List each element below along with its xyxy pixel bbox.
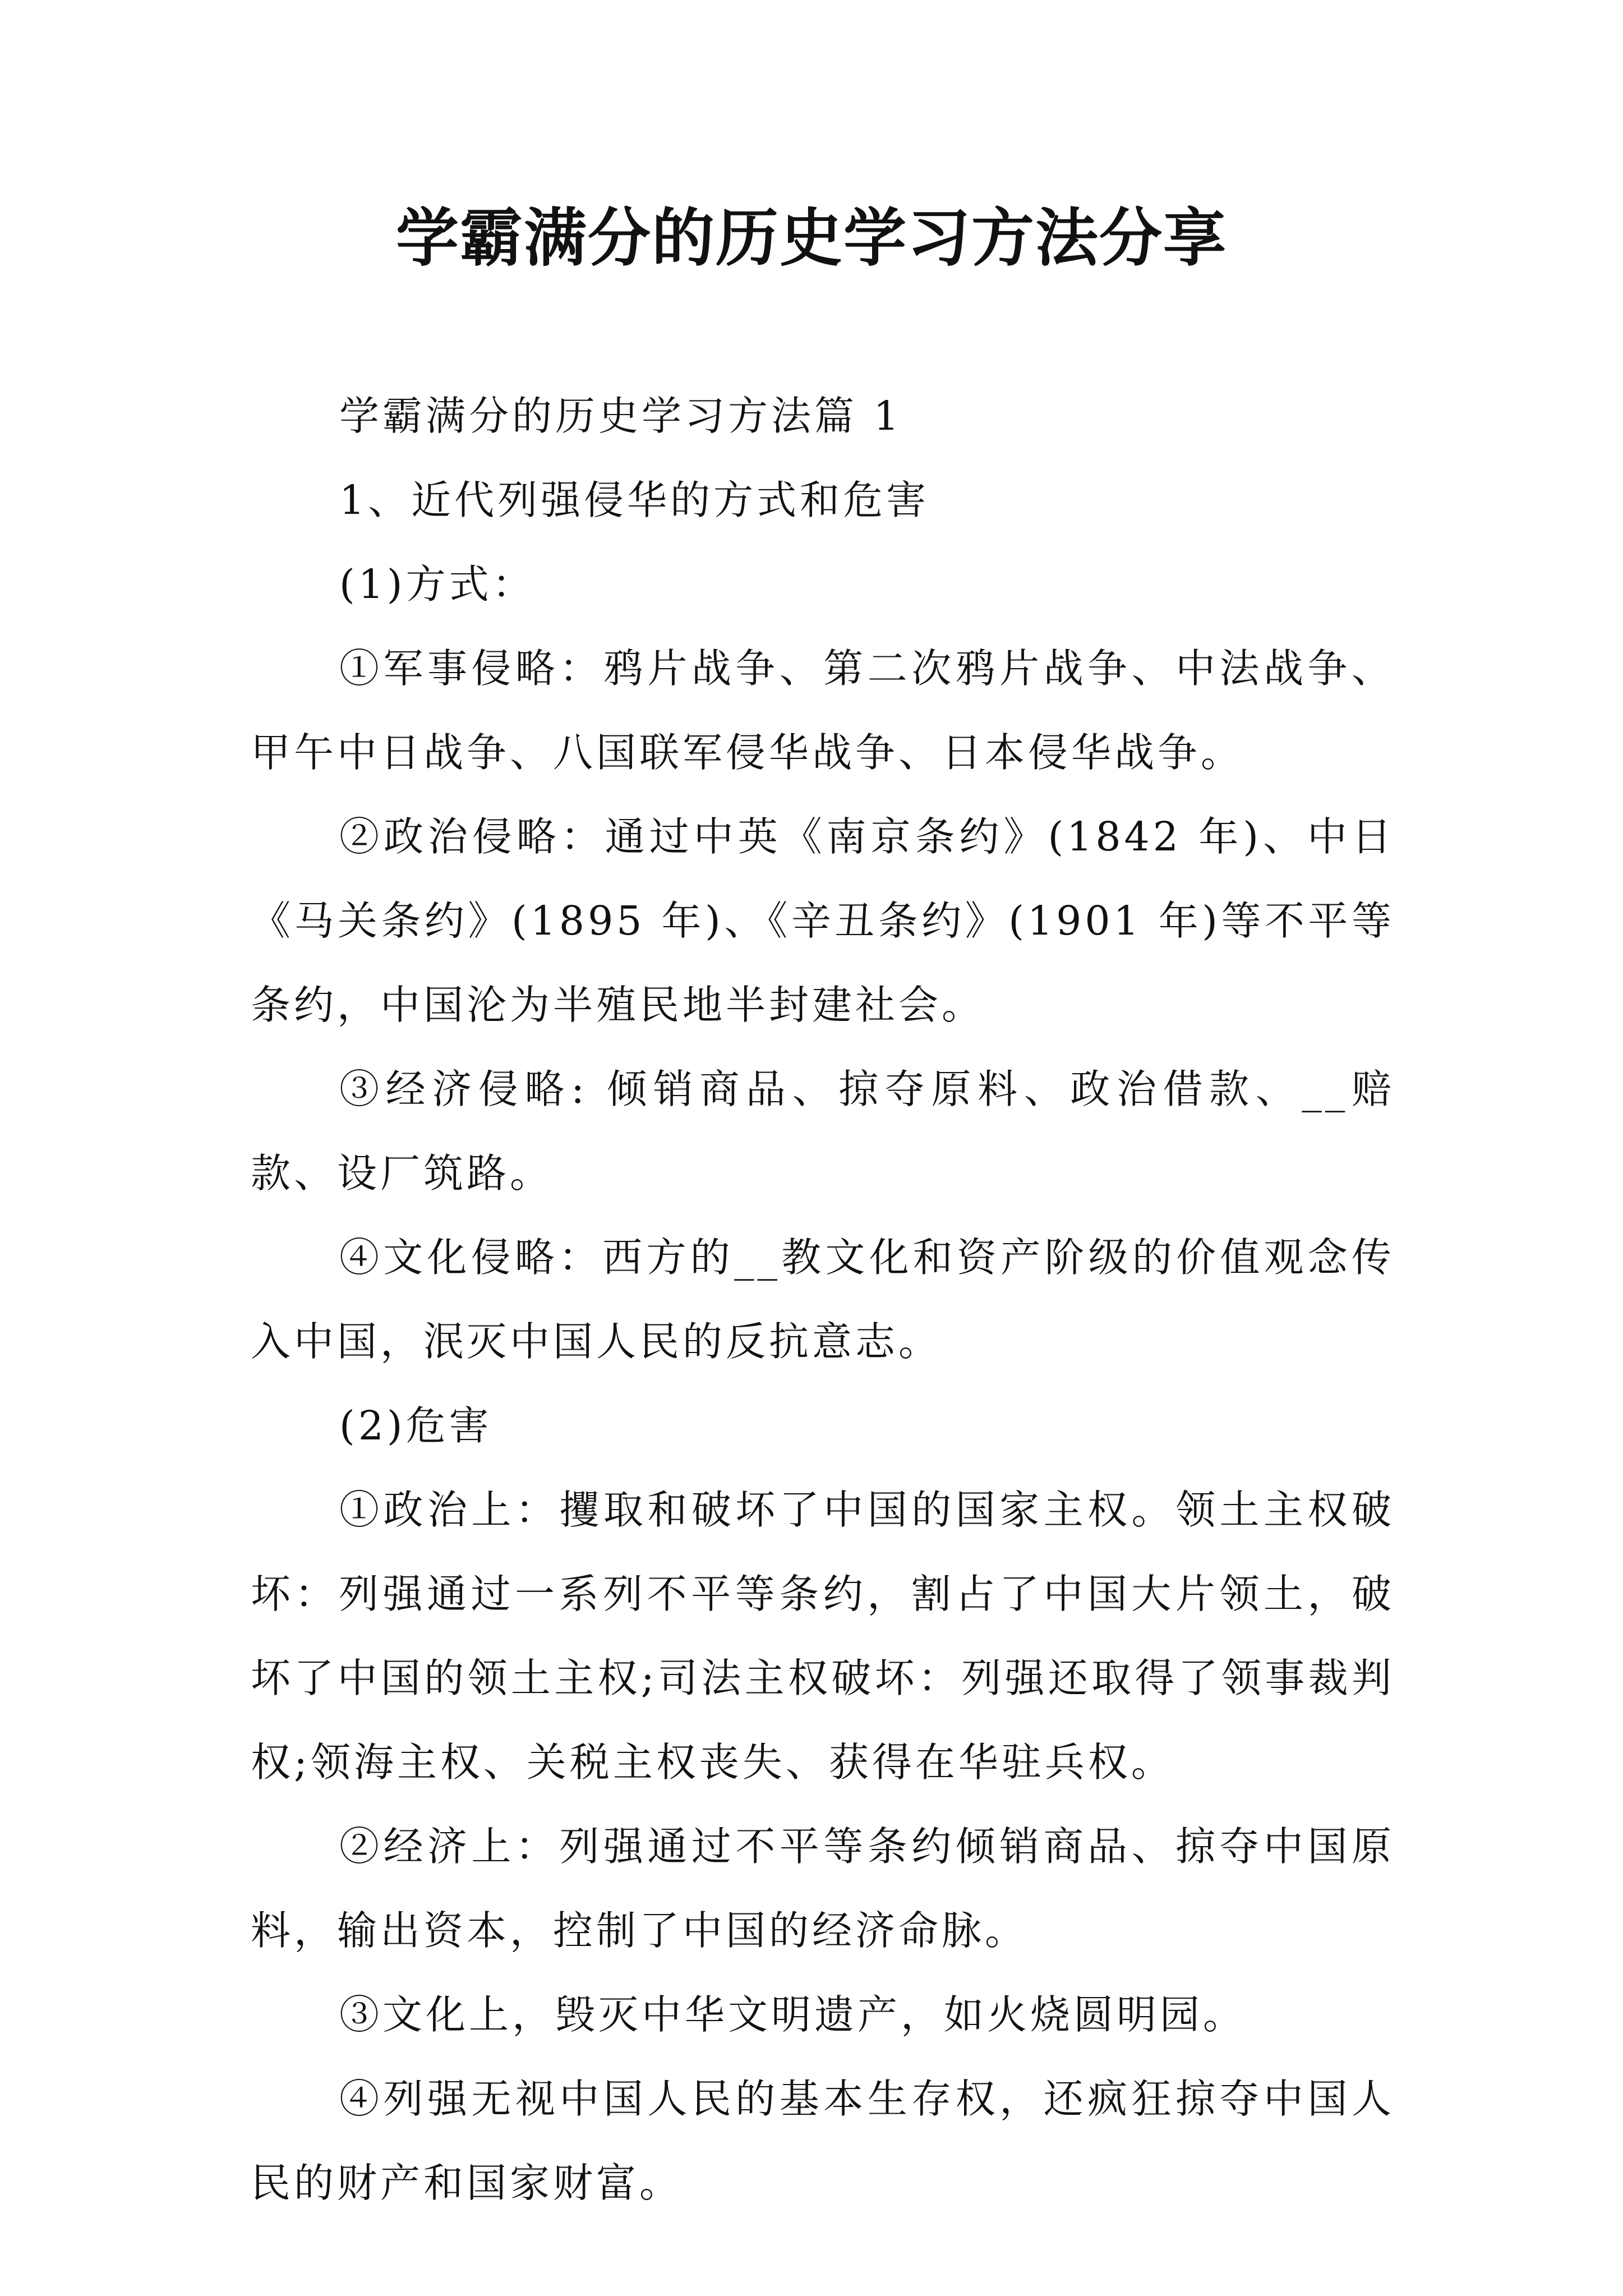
topic-heading: 1、近代列强侵华的方式和危害 xyxy=(339,477,930,523)
paragraph-people-harm: ④列强无视中国人民的基本生存权，还疯狂掠夺中国人民的财产和国家财富。 xyxy=(251,2076,1395,2206)
paragraph-cultural-aggression: ④文化侵略：西方的__教文化和资产阶级的价值观念传入中国，泯灭中国人民的反抗意志。 xyxy=(251,1234,1395,1365)
document-body xyxy=(251,374,1395,2225)
paragraph-cultural-harm: ③文化上，毁灭中华文明遗产，如火烧圆明园。 xyxy=(339,1991,1247,2038)
paragraph-economic-aggression: ③经济侵略: 倾销商品、掠夺原料、政治借款、__赔款、设厂筑路。 xyxy=(251,1066,1395,1197)
subheading-methods: (1)方式： xyxy=(339,561,536,608)
paragraph-political-harm: ①政治上：攫取和破坏了中国的国家主权。领土主权破坏：列强通过一系列不平等条约，割占了中国大片领土，破坏了中国的领土主权;司法主权破坏：列强还取得了领事裁判权;领海主权、关税主权丧失、获得在华驻兵权。 xyxy=(251,1487,1395,1786)
paragraph-military-aggression: ①军事侵略：鸦片战争、第二次鸦片战争、中法战争、甲午中日战争、八国联军侵华战争、日本侵华战争。 xyxy=(251,645,1395,776)
subheading-harms: (2)危害 xyxy=(339,1402,492,1449)
section-heading: 学霸满分的历史学习方法篇 1 xyxy=(339,393,902,439)
paragraph-economic-harm: ②经济上：列强通过不平等条约倾销商品、掠夺中国原料，输出资本，控制了中国的经济命脉。 xyxy=(251,1823,1395,1954)
paragraph-political-aggression: ②政治侵略：通过中英《南京条约》(1842 年)、中日《马关条约》(1895 年)、《辛丑条约》(1901 年)等不平等条约，中国沦为半殖民地半封建社会。 xyxy=(251,813,1395,1028)
document-title: 学霸满分的历史学习方法分享 xyxy=(396,201,1227,275)
